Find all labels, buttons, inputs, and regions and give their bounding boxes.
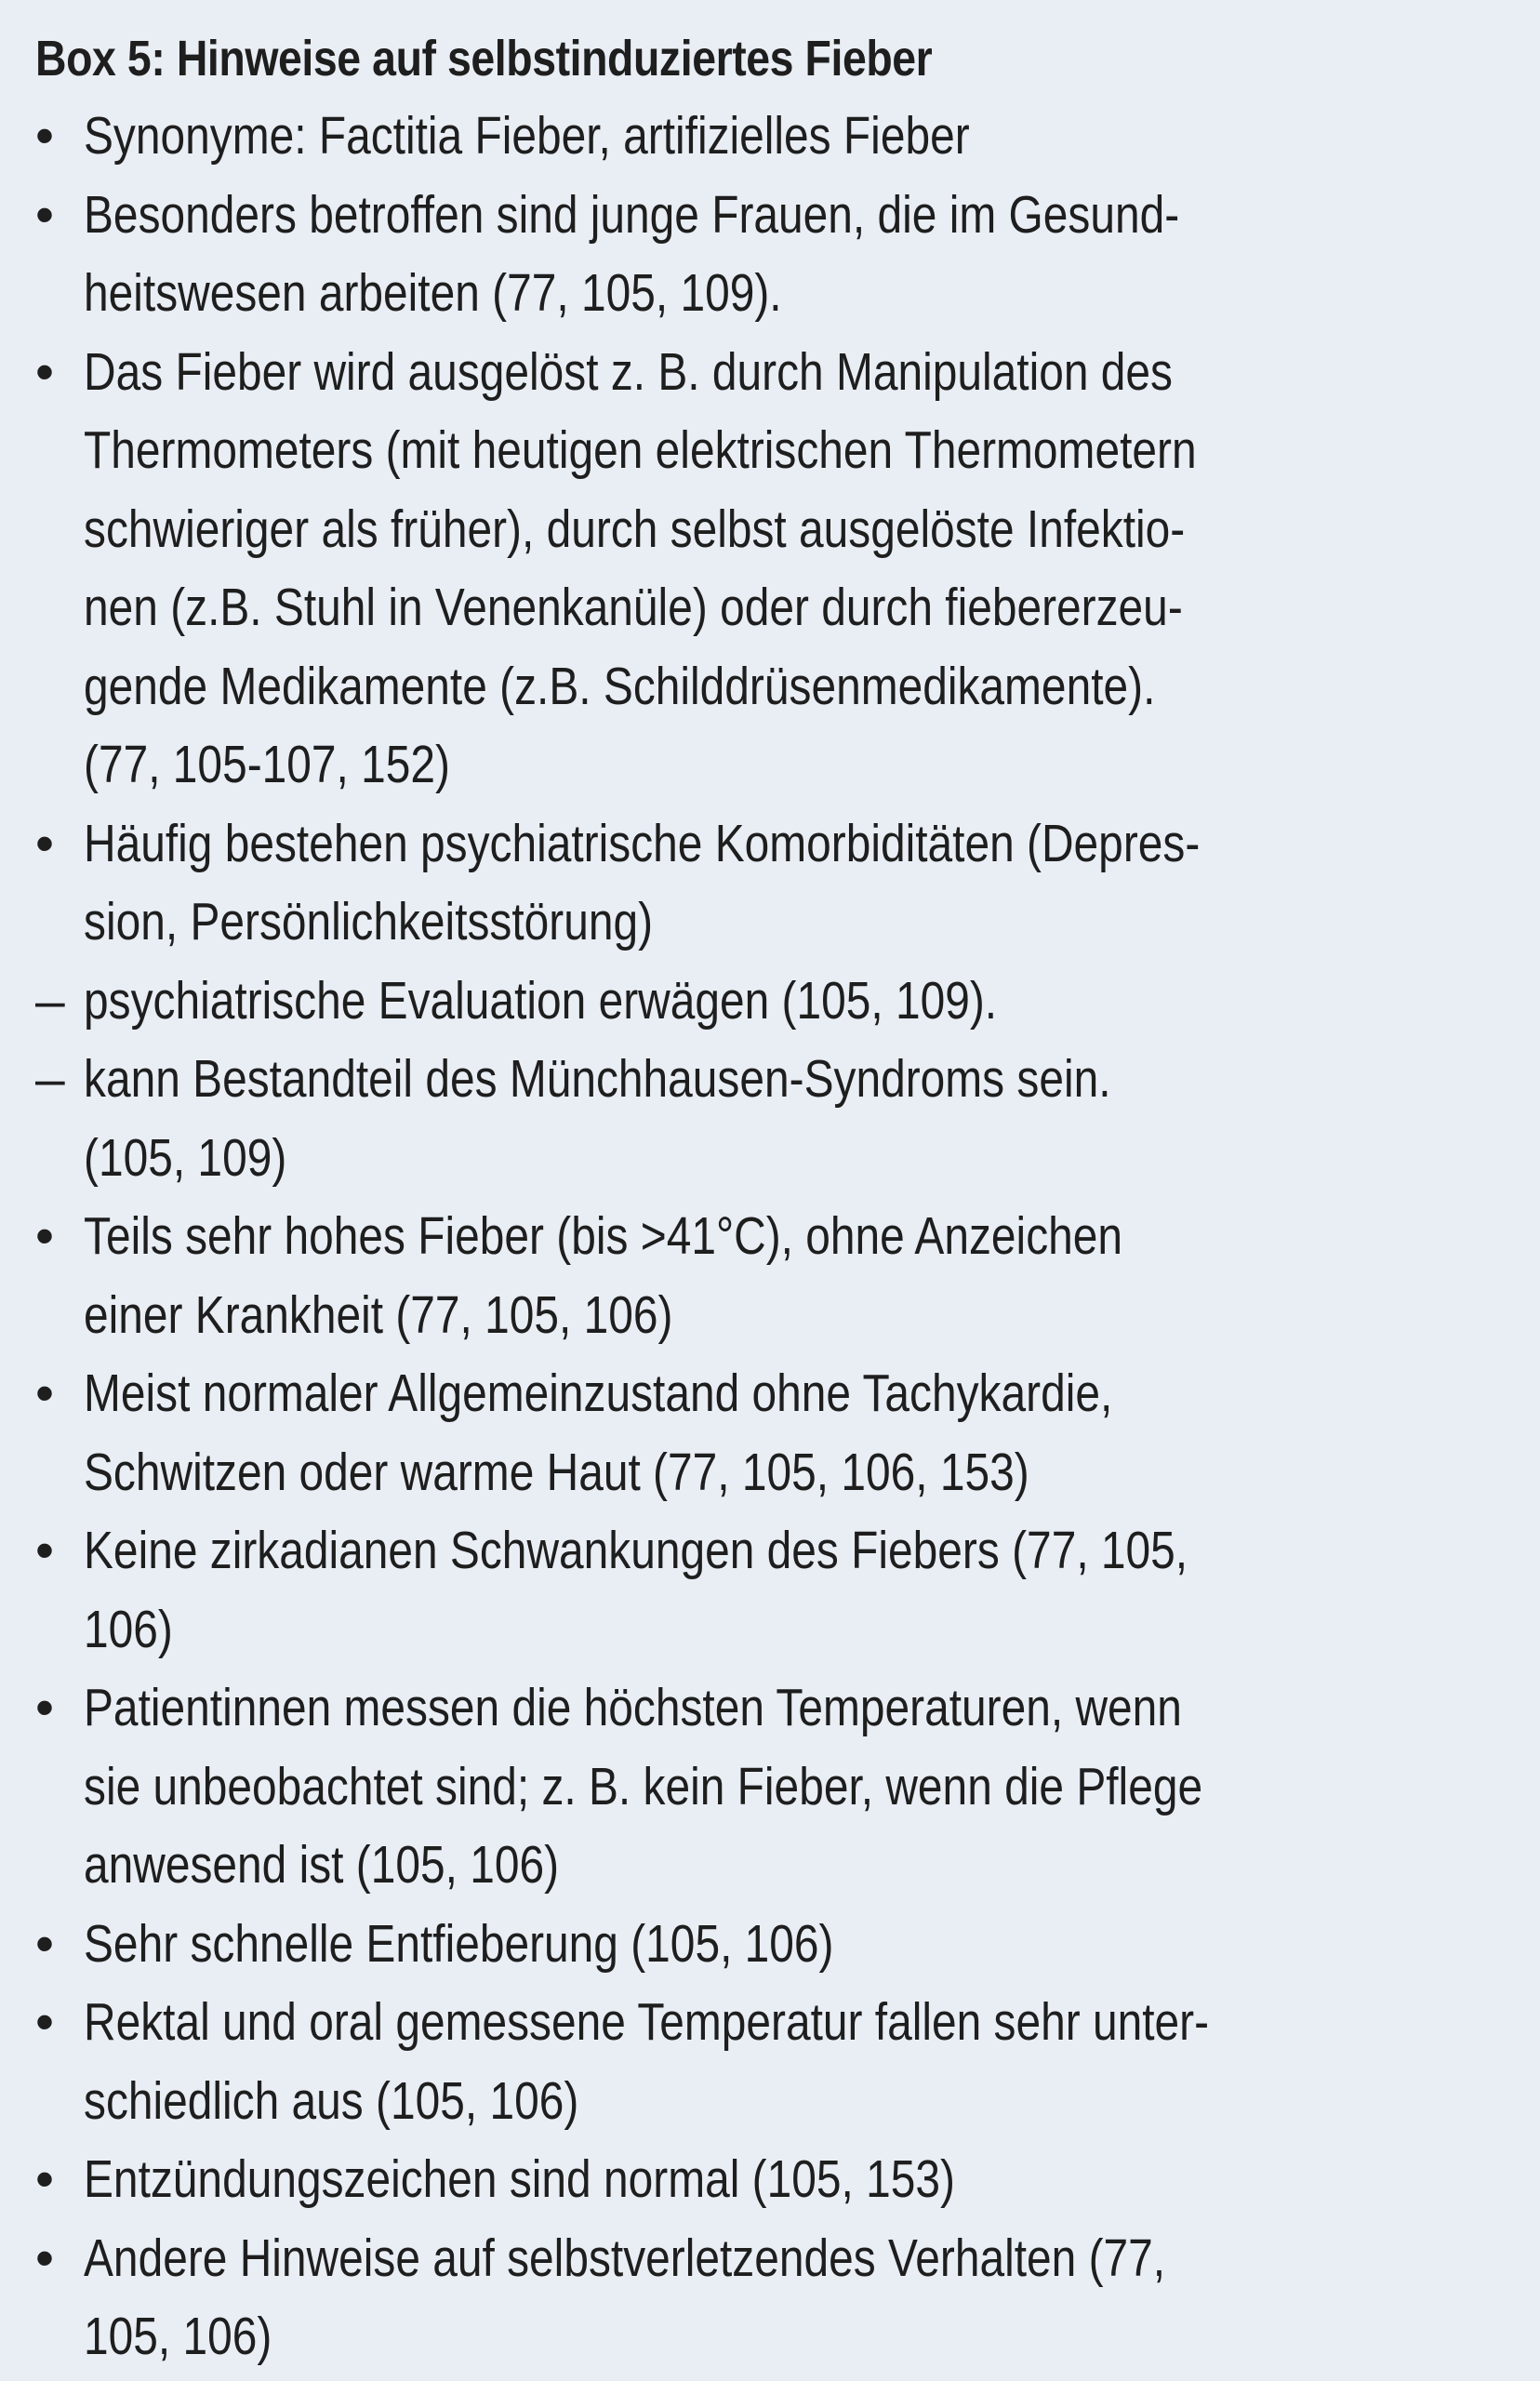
text-line: Meist normaler Allgemeinzustand ohne Tachykardie,	[84, 1363, 1113, 1423]
list-item	[35, 333, 1503, 805]
text-line: nen (z.B. Stuhl in Venenkanüle) oder durch fiebererzeu-	[84, 578, 1183, 637]
bullet-marker: •	[35, 106, 54, 166]
list-item-text	[84, 1669, 1503, 1905]
text-line: heitswesen arbeiten (77, 105, 109).	[84, 263, 782, 323]
text-line: schiedlich aus (105, 106)	[84, 2070, 579, 2131]
list-item	[35, 97, 1503, 176]
bullet-marker: •	[35, 2228, 54, 2288]
list-item	[35, 2219, 1503, 2376]
list-item-text	[84, 97, 1503, 176]
text-line: Sehr schnelle Entfieberung (105, 106)	[84, 1913, 834, 1974]
text-line: Häufig bestehen psychiatrische Komorbiditäten (Depres-	[84, 813, 1201, 873]
list-item	[35, 1197, 1503, 1354]
bullet-marker: •	[35, 341, 54, 402]
text-line: Rektal und oral gemessene Temperatur fallen sehr unter-	[84, 1992, 1210, 2052]
bullet-marker: •	[35, 1521, 54, 1580]
text-line: 105, 106)	[84, 2307, 272, 2366]
text-line: sie unbeobachtet sind; z. B. kein Fieber, wenn die Pflege	[84, 1756, 1203, 1816]
text-line: Synonyme: Factitia Fieber, artifizielles Fieber	[84, 106, 970, 166]
text-line: Patientinnen messen die höchsten Temperaturen, wenn	[84, 1678, 1182, 1737]
bullet-list	[35, 97, 1503, 2376]
bullet-marker: •	[35, 1363, 54, 1423]
bullet-marker: •	[35, 1678, 54, 1737]
list-item-text	[84, 1983, 1503, 2140]
text-line: sion, Persönlichkeitsstörung)	[84, 892, 654, 951]
list-item-text	[84, 805, 1503, 962]
list-item	[35, 1511, 1503, 1669]
list-item	[35, 805, 1503, 962]
bullet-marker: •	[35, 1913, 54, 1974]
list-item	[35, 176, 1503, 333]
text-line: 106)	[84, 1599, 173, 1659]
list-item-text	[84, 176, 1503, 333]
text-line: Keine zirkadianen Schwankungen des Fiebers (77, 105,	[84, 1521, 1188, 1580]
list-item	[35, 1983, 1503, 2140]
text-line: Andere Hinweise auf selbstverletzendes Verhalten (77,	[84, 2228, 1166, 2288]
list-item	[35, 1354, 1503, 1511]
text-line: Thermometers (mit heutigen elektrischen Thermometern	[84, 420, 1197, 480]
list-item	[35, 962, 1503, 1041]
bullet-marker: •	[35, 2149, 54, 2209]
list-item-text	[84, 1511, 1503, 1669]
bullet-marker: •	[35, 1206, 54, 1266]
dash-marker: –	[35, 1049, 65, 1109]
list-item-text	[84, 2140, 1503, 2219]
text-line: kann Bestandteil des Münchhausen-Syndroms sein.	[84, 1049, 1111, 1109]
box-title: Box 5: Hinweise auf selbstinduziertes Fieber	[35, 31, 933, 86]
text-line: anwesend ist (105, 106)	[84, 1835, 560, 1895]
list-item-text	[84, 1905, 1503, 1984]
list-item-text	[84, 1354, 1503, 1511]
list-item-text	[84, 1040, 1503, 1197]
dash-marker: –	[35, 970, 65, 1031]
text-line: gende Medikamente (z.B. Schilddrüsenmedikamente).	[84, 656, 1156, 716]
text-line: einer Krankheit (77, 105, 106)	[84, 1284, 673, 1345]
list-item	[35, 1040, 1503, 1197]
text-line: Das Fieber wird ausgelöst z. B. durch Manipulation des	[84, 341, 1173, 402]
text-line: (77, 105-107, 152)	[84, 735, 450, 794]
text-line: Besonders betroffen sind junge Frauen, die im Gesund-	[84, 184, 1180, 245]
list-item	[35, 1669, 1503, 1905]
list-item-text	[84, 962, 1503, 1041]
text-line: Teils sehr hohes Fieber (bis >41°C), ohne Anzeichen	[84, 1206, 1123, 1266]
list-item	[35, 1905, 1503, 1984]
text-line: Entzündungszeichen sind normal (105, 153)	[84, 2149, 955, 2209]
text-line: Schwitzen oder warme Haut (77, 105, 106, 153)	[84, 1442, 1029, 1502]
list-item	[35, 2140, 1503, 2219]
text-line: (105, 109)	[84, 1127, 287, 1188]
list-item-text	[84, 333, 1503, 805]
bullet-marker: •	[35, 184, 54, 245]
bullet-marker: •	[35, 813, 54, 873]
text-line: psychiatrische Evaluation erwägen (105, 109).	[84, 970, 998, 1031]
bullet-marker: •	[35, 1992, 54, 2052]
text-line: schwieriger als früher), durch selbst ausgelöste Infektio-	[84, 499, 1186, 559]
list-item-text	[84, 2219, 1503, 2376]
list-item-text	[84, 1197, 1503, 1354]
